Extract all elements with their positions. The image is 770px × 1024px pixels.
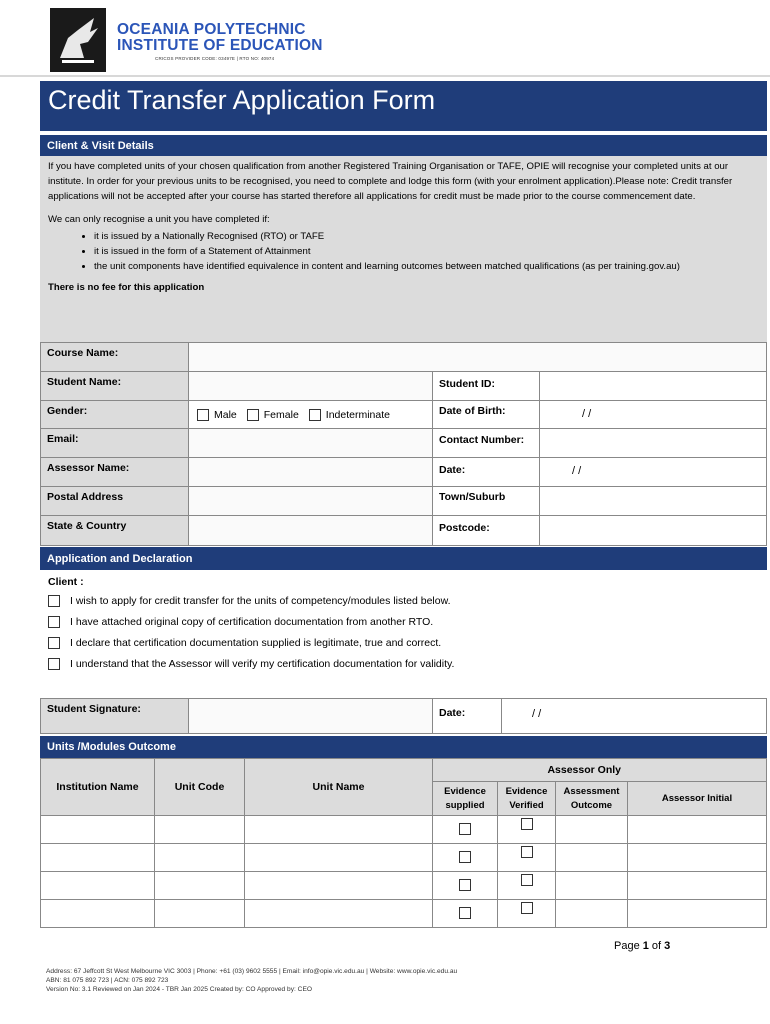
table-cell[interactable] [627,843,767,872]
table-cell[interactable] [244,815,433,844]
table-cell[interactable] [244,871,433,900]
checkbox[interactable] [48,616,60,628]
assessor-input[interactable] [188,457,433,487]
checkbox[interactable] [247,409,259,421]
table-cell[interactable] [154,843,245,872]
declaration-text: I declare that certification documentation supplied is legitimate, true and correct. [70,636,442,649]
logo-emblem [50,8,106,72]
table-cell[interactable] [497,843,556,872]
table-cell[interactable] [244,899,433,928]
town-label: Town/Suburb [432,486,540,516]
email-label: Email: [40,428,189,458]
date-input[interactable] [539,457,767,487]
student-id-input[interactable] [539,371,767,401]
table-cell[interactable] [40,899,155,928]
table-cell[interactable] [555,899,628,928]
gender-label: Gender: [40,400,189,429]
col-institution: Institution Name [40,758,155,816]
email-input[interactable] [188,428,433,458]
declaration-item[interactable] [48,632,759,653]
client-label: Client : [48,576,84,588]
declaration-item[interactable] [48,653,759,674]
intro-paragraph: If you have completed units of your chosen qualification from another Registered Training Organisation or TAFE, OPIE will recognise your completed units at our institute. In order for your previous units to be recognised, you need to complete and lodge this form (with your enrolment application).Please note: Credit transfer applications will not be accepted after your course has started therefore all applications for credit must be made prior to the course commencement date. [48,161,733,202]
footer-version: Version No: 3.1 Reviewed on Jan 2024 - TBR Jan 2025 Created by: CO Approved by: CEO [46,986,312,993]
student-name-label: Student Name: [40,371,189,401]
footer [46,967,457,994]
checkbox[interactable] [48,658,60,670]
table-cell[interactable] [555,871,628,900]
table-cell[interactable] [555,815,628,844]
org-registration: CRICOS PROVIDER CODE: 03497E | RTO NO: 40974 [155,56,275,61]
contact-input[interactable] [539,428,767,458]
intro-text [40,156,767,342]
declaration-text: I wish to apply for credit transfer for the units of competency/modules listed below. [70,594,451,607]
criteria-list [48,229,759,274]
table-cell[interactable] [497,899,556,928]
col-assessor-initial: Assessor Initial [627,781,767,816]
declaration-text: I understand that the Assessor will verify my certification documentation for validity. [70,657,455,670]
dob-input[interactable] [539,400,767,429]
checkbox[interactable] [459,879,471,891]
table-cell[interactable] [627,815,767,844]
signature-input[interactable] [188,698,433,734]
declaration-item[interactable] [48,590,759,611]
footer-address: Address: 67 Jeffcott St West Melbourne VIC 3003 | Phone: +61 (03) 9602 5555 | Email: info@opie.vic.edu.au | Website: www.opie.vic.edu.au [46,968,458,975]
postcode-input[interactable] [539,515,767,546]
table-cell[interactable] [154,871,245,900]
postcode-label: Postcode: [432,515,540,546]
option-label: Male [214,408,237,421]
signature-label: Student Signature: [40,698,189,734]
checkbox[interactable] [48,637,60,649]
date-label: Date: [432,457,540,487]
section-header-client: Client & Visit Details [40,135,767,156]
list-item: • it is issued by a Nationally Recognised (RTO) or TAFE [94,229,759,244]
list-item: • the unit components have identified equivalence in content and learning outcomes between matched qualifications (as per training.gov.au) [94,259,759,274]
col-unit-code: Unit Code [154,758,245,816]
section-header-declaration: Application and Declaration [40,547,767,570]
checkbox[interactable] [459,907,471,919]
signature-date-input[interactable] [501,698,767,734]
table-cell[interactable] [555,843,628,872]
table-cell[interactable] [497,815,556,844]
checkbox[interactable] [521,874,533,886]
table-cell[interactable] [40,815,155,844]
section-header-units: Units /Modules Outcome [40,736,767,758]
col-evidence-supplied: Evidence supplied [432,781,498,816]
table-cell[interactable] [40,843,155,872]
checkbox[interactable] [521,846,533,858]
table-cell[interactable] [154,899,245,928]
date-separator: / / [572,465,582,477]
student-name-input[interactable] [188,371,433,401]
table-cell[interactable] [627,871,767,900]
declaration-block [40,570,767,698]
declaration-text: I have attached original copy of certification documentation from another RTO. [70,615,434,628]
table-cell[interactable] [432,815,498,844]
table-cell[interactable] [40,871,155,900]
form-title: Credit Transfer Application Form [40,81,767,131]
checkbox[interactable] [521,818,533,830]
state-input[interactable] [188,515,433,546]
table-cell[interactable] [627,899,767,928]
gender-options [188,400,433,429]
table-cell[interactable] [497,871,556,900]
org-name: OCEANIA POLYTECHNIC INSTITUTE OF EDUCATION [117,21,323,54]
assessor-label: Assessor Name: [40,457,189,487]
gender-female-option[interactable] [247,409,299,421]
student-id-label: Student ID: [432,371,540,401]
postal-label: Postal Address [40,486,189,516]
checkbox[interactable] [521,902,533,914]
dob-label: Date of Birth: [432,400,540,429]
state-label: State & Country [40,515,189,546]
table-cell[interactable] [154,815,245,844]
gender-indeterminate-option[interactable] [309,409,390,421]
checkbox[interactable] [459,851,471,863]
table-cell[interactable] [432,871,498,900]
table-cell[interactable] [244,843,433,872]
signature-date-label: Date: [432,698,502,734]
checkbox[interactable] [197,409,209,421]
town-input[interactable] [539,486,767,516]
course-name-input[interactable] [188,342,767,372]
footer-abn: ABN: 81 075 892 723 | ACN: 075 892 723 [46,977,169,984]
no-fee-note: There is no fee for this application [48,282,205,293]
date-separator: / / [582,408,592,420]
intro-lead: We can only recognise a unit you have completed if: [48,214,270,225]
checkbox[interactable] [309,409,321,421]
list-item: • it is issued in the form of a Statement of Attainment [94,244,759,259]
option-label: Female [263,408,299,421]
checkbox[interactable] [48,595,60,607]
postal-input[interactable] [188,486,433,516]
date-separator: / / [532,708,542,720]
col-assessment-outcome: Assessment Outcome [555,781,628,816]
col-unit-name: Unit Name [244,758,433,816]
table-cell[interactable] [432,899,498,928]
option-label: Indeterminate [325,408,390,421]
gender-male-option[interactable] [197,409,237,421]
checkbox[interactable] [459,823,471,835]
table-cell[interactable] [432,843,498,872]
declaration-item[interactable] [48,611,759,632]
contact-label: Contact Number: [432,428,540,458]
col-evidence-verified: Evidence Verified [497,781,556,816]
col-assessor-only: Assessor Only [432,758,767,782]
header-divider [0,75,770,77]
course-name-label: Course Name: [40,342,189,372]
page-number: Page 1 of 3 [614,940,671,952]
